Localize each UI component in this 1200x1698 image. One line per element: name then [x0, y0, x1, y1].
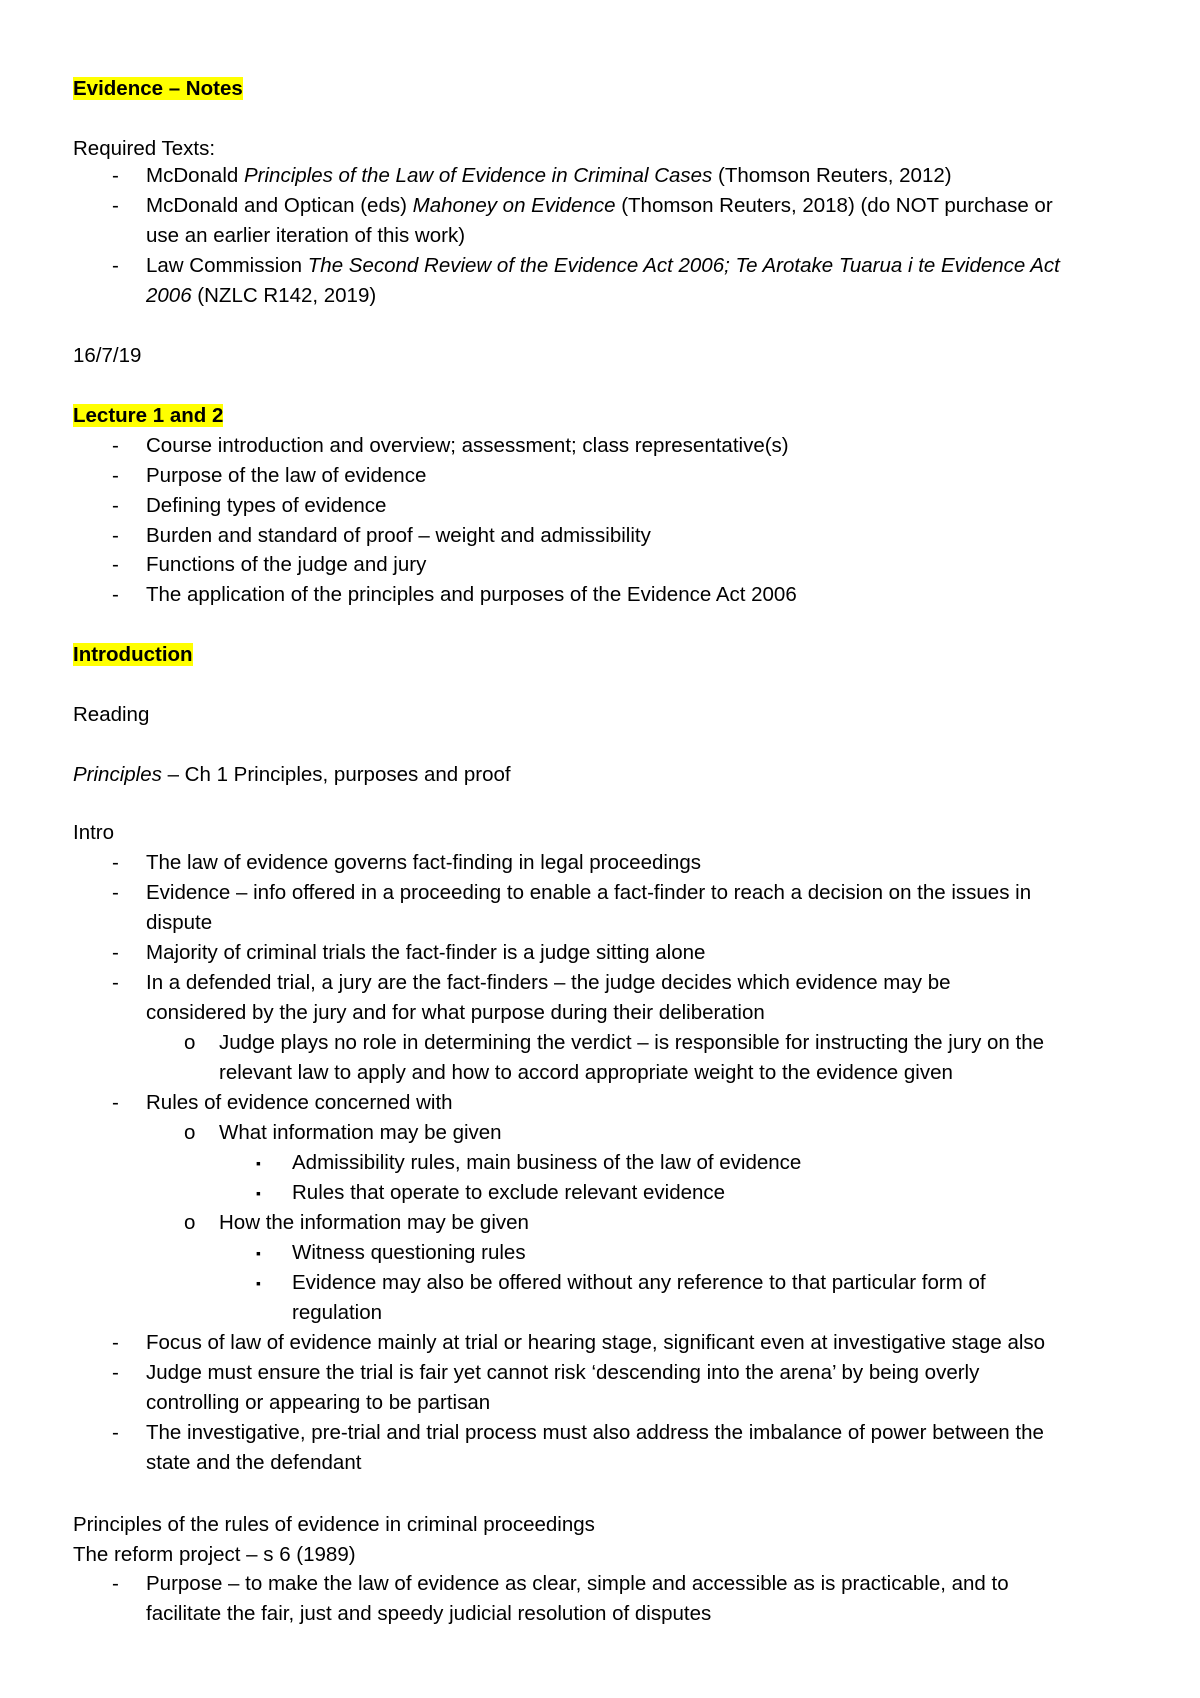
intro-item: Focus of law of evidence mainly at trial or hearing stage, significant even at investigative stage also — [146, 1331, 1046, 1354]
bullet-dash: - — [112, 971, 119, 994]
bullet-dash: - — [112, 583, 119, 606]
intro-item: How the information may be given — [219, 1211, 529, 1234]
bullet-dash: - — [112, 881, 119, 904]
lecture-item: Defining types of evidence — [146, 494, 387, 517]
bullet-circle: o — [184, 1211, 196, 1234]
bullet-square: ▪ — [256, 1245, 261, 1261]
bullet-dash: - — [112, 941, 119, 964]
bullet-dash: - — [112, 254, 119, 277]
date: 16/7/19 — [73, 344, 142, 367]
lecture-item: The application of the principles and purposes of the Evidence Act 2006 — [146, 583, 797, 606]
intro-item: controlling or appearing to be partisan — [146, 1391, 491, 1414]
document-title: Evidence – Notes — [73, 77, 243, 100]
intro-item: Judge must ensure the trial is fair yet cannot risk ‘descending into the arena’ by being overly — [146, 1361, 980, 1384]
bullet-dash: - — [112, 553, 119, 576]
bullet-dash: - — [112, 1331, 119, 1354]
bullet-circle: o — [184, 1031, 196, 1054]
intro-item: The law of evidence governs fact-finding in legal proceedings — [146, 851, 701, 874]
intro-item: Rules that operate to exclude relevant evidence — [292, 1181, 726, 1204]
intro-item: The investigative, pre-trial and trial process must also address the imbalance of power between the — [146, 1421, 1044, 1444]
intro-item: Judge plays no role in determining the verdict – is responsible for instructing the jury on the — [219, 1031, 1045, 1054]
text-item: McDonald Principles of the Law of Evidence in Criminal Cases (Thomson Reuters, 2012) — [146, 164, 952, 187]
required-texts-heading: Required Texts: — [73, 137, 216, 160]
text-item-cont: use an earlier iteration of this work) — [146, 224, 466, 247]
bullet-square: ▪ — [256, 1275, 261, 1291]
lecture-heading: Lecture 1 and 2 — [73, 404, 224, 427]
intro-item: dispute — [146, 911, 213, 934]
bullet-square: ▪ — [256, 1185, 261, 1201]
bullet-dash: - — [112, 464, 119, 487]
intro-item: relevant law to apply and how to accord appropriate weight to the evidence given — [219, 1061, 953, 1084]
text-item: McDonald and Optican (eds) Mahoney on Evidence (Thomson Reuters, 2018) (do NOT purchase or — [146, 194, 1053, 217]
principles-reading: Principles – Ch 1 Principles, purposes and proof — [73, 763, 511, 786]
reform-item-cont: facilitate the fair, just and speedy judicial resolution of disputes — [146, 1602, 712, 1625]
bullet-square: ▪ — [256, 1155, 261, 1171]
bullet-dash: - — [112, 194, 119, 217]
reading-label: Reading — [73, 703, 150, 726]
bullet-dash: - — [112, 1572, 119, 1595]
intro-item: Evidence – info offered in a proceeding to enable a fact-finder to reach a decision on the issues in — [146, 881, 1032, 904]
text-item: Law Commission The Second Review of the Evidence Act 2006; Te Arotake Tuarua i te Evidence Act — [146, 254, 1060, 277]
bullet-dash: - — [112, 494, 119, 517]
intro-item: state and the defendant — [146, 1451, 362, 1474]
reform-heading: The reform project – s 6 (1989) — [73, 1543, 356, 1566]
introduction-heading: Introduction — [73, 643, 193, 666]
bullet-dash: - — [112, 1421, 119, 1444]
lecture-item: Functions of the judge and jury — [146, 553, 427, 576]
lecture-item: Purpose of the law of evidence — [146, 464, 427, 487]
intro-item: considered by the jury and for what purpose during their deliberation — [146, 1001, 765, 1024]
intro-label: Intro — [73, 821, 115, 844]
bullet-dash: - — [112, 1361, 119, 1384]
bullet-dash: - — [112, 434, 119, 457]
intro-item: What information may be given — [219, 1121, 502, 1144]
reform-item: Purpose – to make the law of evidence as clear, simple and accessible as is practicable, and to — [146, 1572, 1009, 1595]
bullet-dash: - — [112, 1091, 119, 1114]
intro-item: Witness questioning rules — [292, 1241, 526, 1264]
text-item-cont: 2006 (NZLC R142, 2019) — [146, 284, 377, 307]
intro-item: Admissibility rules, main business of the law of evidence — [292, 1151, 802, 1174]
lecture-item: Course introduction and overview; assessment; class representative(s) — [146, 434, 789, 457]
lecture-item: Burden and standard of proof – weight and admissibility — [146, 524, 651, 547]
bullet-dash: - — [112, 524, 119, 547]
intro-item: Evidence may also be offered without any reference to that particular form of — [292, 1271, 986, 1294]
bullet-dash: - — [112, 851, 119, 874]
intro-item: In a defended trial, a jury are the fact-finders – the judge decides which evidence may be — [146, 971, 951, 994]
intro-item: Majority of criminal trials the fact-finder is a judge sitting alone — [146, 941, 706, 964]
principles-heading: Principles of the rules of evidence in criminal proceedings — [73, 1513, 595, 1536]
bullet-dash: - — [112, 164, 119, 187]
intro-item: Rules of evidence concerned with — [146, 1091, 453, 1114]
intro-item: regulation — [292, 1301, 383, 1324]
bullet-circle: o — [184, 1121, 196, 1144]
